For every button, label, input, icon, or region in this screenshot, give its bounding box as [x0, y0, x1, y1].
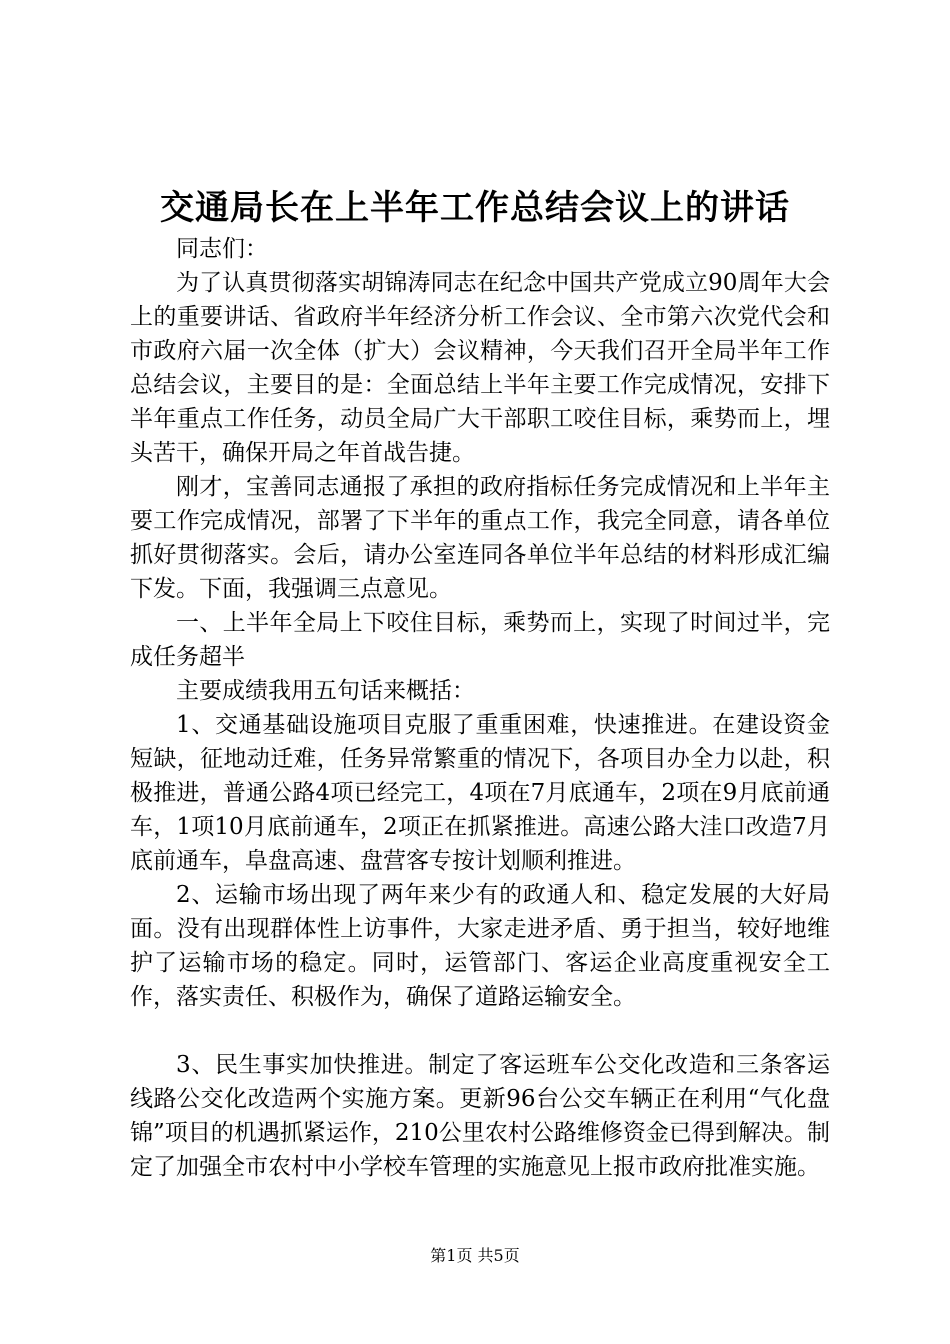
page-footer: 第1页 共5页 [430, 1246, 520, 1265]
paragraph-summary-lead: 主要成绩我用五句话来概括： [176, 678, 475, 704]
paragraph-intro: 为了认真贯彻落实胡锦涛同志在纪念中国共产党成立90周年大会上的重要讲话、省政府半年经济分析工作会议、全市第六次党代会和市政府六届一次全体（扩大）会议精神，今天我们召开全局半年工作总结会议，主要目的是：全面总结上半年主要工作完成情况，安排下半年重点工作任务，动员全局广大干部职工咬住目标，乘势而上，埋头苦干，确保开局之年首战告捷。 [130, 270, 830, 466]
section-heading-1: 一、上半年全局上下咬住目标，乘势而上，实现了时间过半，完成任务超半 [130, 610, 830, 670]
paragraph-point-3: 3、民生事实加快推进。制定了客运班车公交化改造和三条客运线路公交化改造两个实施方案。更新96台公交车辆正在利用“气化盘锦”项目的机遇抓紧运作，210公里农村公路维修资金已得到解决。制定了加强全市农村中小学校车管理的实施意见上报市政府批准实施。 [130, 1052, 830, 1180]
paragraph-report: 刚才，宝善同志通报了承担的政府指标任务完成情况和上半年主要工作完成情况，部署了下半年的重点工作，我完全同意，请各单位抓好贯彻落实。会后，请办公室连同各单位半年总结的材料形成汇编下发。下面，我强调三点意见。 [130, 474, 830, 602]
paragraph-point-2: 2、运输市场出现了两年来少有的政通人和、稳定发展的大好局面。没有出现群体性上访事件，大家走进矛盾、勇于担当，较好地维护了运输市场的稳定。同时，运管部门、客运企业高度重视安全工作，落实责任、积极作为，确保了道路运输安全。 [130, 882, 830, 1010]
document-title: 交通局长在上半年工作总结会议上的讲话 [160, 188, 790, 228]
salutation: 同志们： [176, 236, 268, 262]
document-body [130, 232, 830, 1184]
paragraph-point-1: 1、交通基础设施项目克服了重重困难，快速推进。在建设资金短缺，征地动迁难，任务异常繁重的情况下，各项目办全力以赴，积极推进，普通公路4项已经完工，4项在7月底通车，2项在9月底前通车，1项10月底前通车，2项正在抓紧推进。高速公路大洼口改造7月底前通车，阜盘高速、盘营客专按计划顺利推进。 [130, 712, 830, 874]
